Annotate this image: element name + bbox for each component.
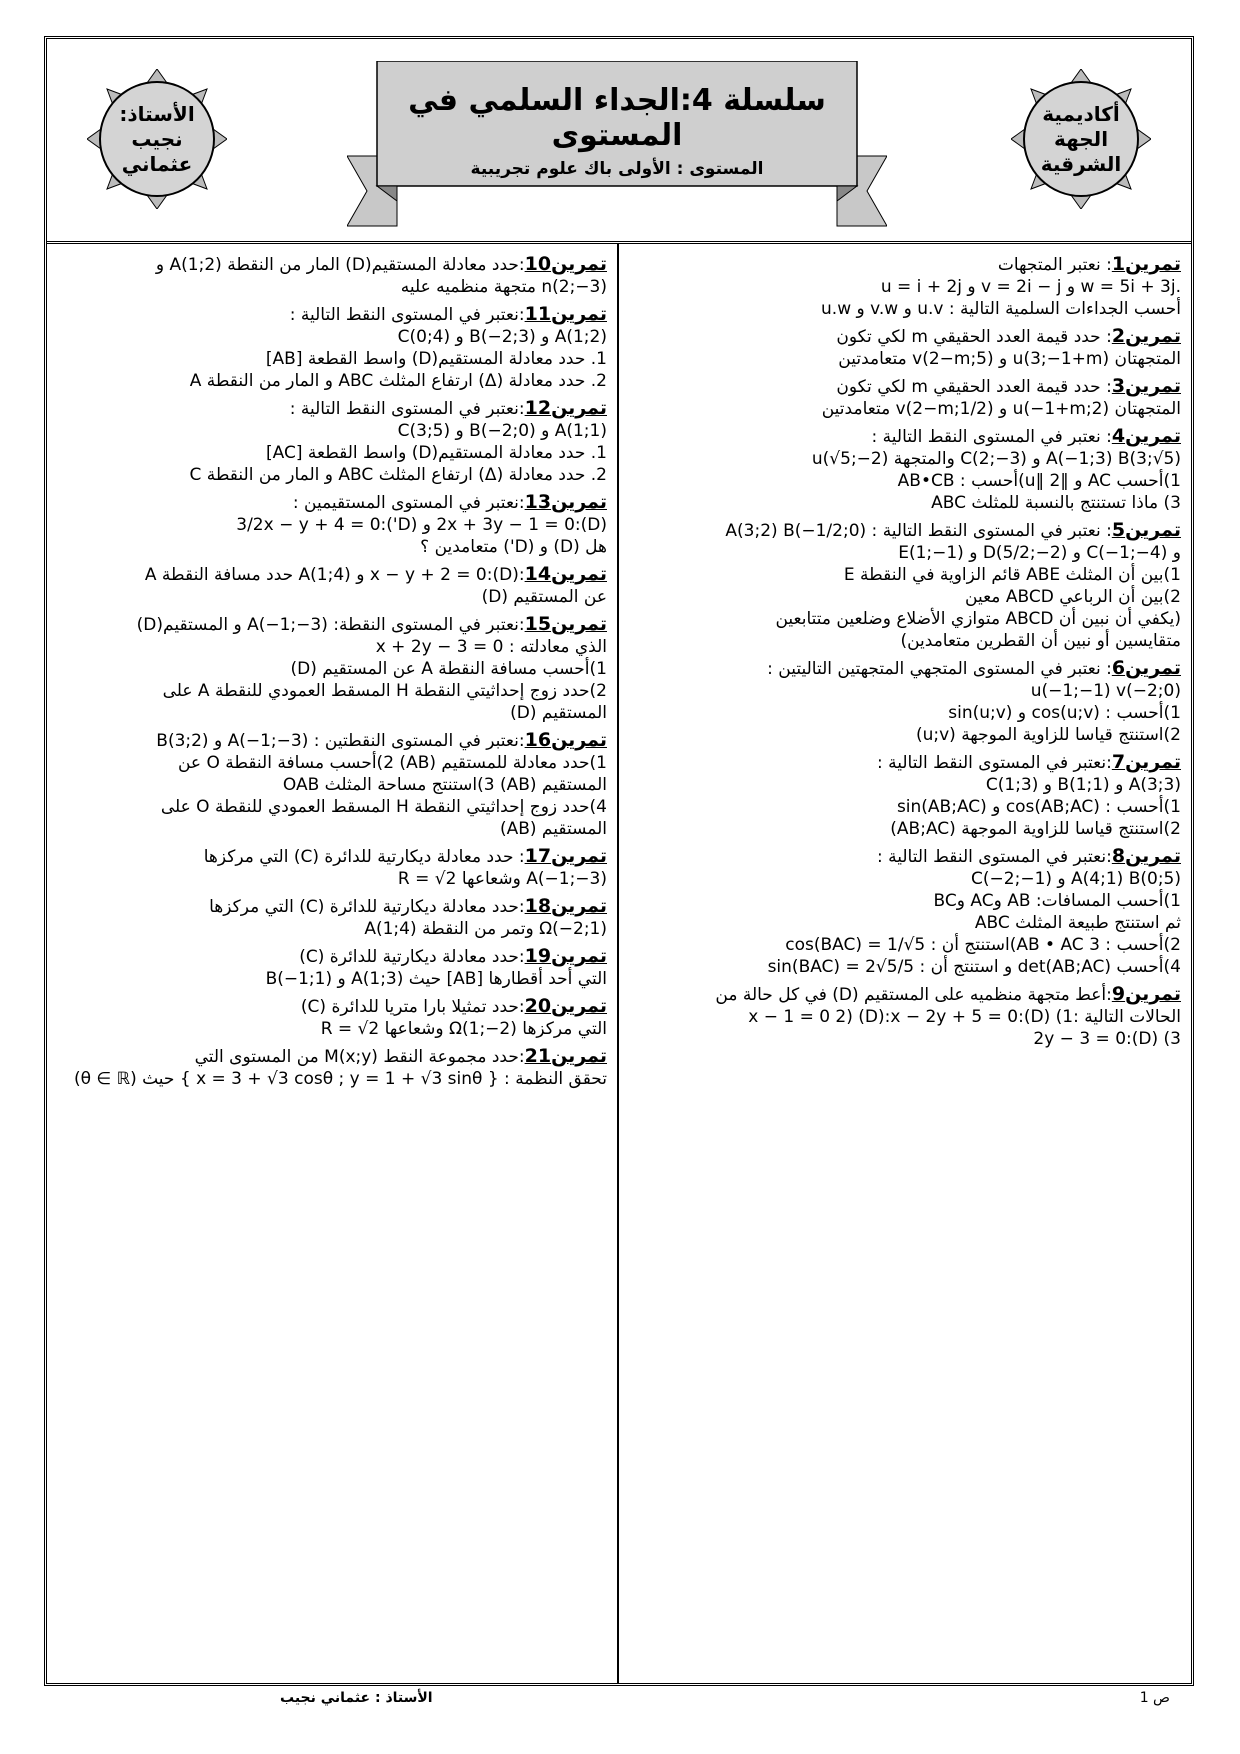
- exercise-line: A(3;3) و B(1;1) و C(1;3): [985, 775, 1181, 795]
- exercise-text: : نعتبر في المستوى النقط التالية :: [871, 427, 1112, 447]
- page-subtitle: المستوى : الأولى باك علوم تجريبية: [470, 159, 764, 179]
- exercise-line: التي مركزها Ω(1;−2) وشعاعها R = √2: [320, 1019, 607, 1039]
- exercise: [57, 563, 607, 608]
- exercise-line: 1. حدد معادلة المستقيم(D) واسط القطعة [AB]: [265, 349, 607, 369]
- exercise: [57, 995, 607, 1040]
- exercise-text: : حدد معادلة ديكارتية للدائرة (C) التي مركزها: [203, 847, 525, 867]
- exercise-line: u(−1;−1) v(−2;0): [1030, 681, 1181, 701]
- exercise-line: 1)أحسب المسافات: AB وAC وBC: [933, 891, 1181, 911]
- exercise-first-line: [641, 657, 1181, 680]
- exercise-first-line: [641, 751, 1181, 774]
- exercise-text: :نعتبر في المستوى النقط التالية :: [289, 399, 525, 419]
- exercise-line: 1. حدد معادلة المستقيم(D) واسط القطعة [AC]: [266, 443, 607, 463]
- exercise-line: هل (D) و (D') متعامدين ؟: [420, 537, 607, 557]
- exercise-line: 2)حدد زوج إحداثيتي النقطة H المسقط العمودي للنقطة A على: [162, 681, 607, 701]
- exercise-heading: تمرين6: [1111, 657, 1181, 679]
- exercise-text: :نعتبر في المستوى النقط التالية :: [876, 847, 1112, 867]
- exercise-text: :حدد معادلة المستقيم(D) المار من النقطة A(1;2) و: [155, 255, 525, 275]
- exercise-line: عن المستقيم (D): [481, 587, 607, 607]
- exercise-text: :نعتبر في المستوى المستقيمين :: [292, 493, 525, 513]
- exercise-text: :حدد معادلة ديكارتية للدائرة (C): [299, 947, 525, 967]
- exercise-line: A(1;1) و B(−2;0) و C(3;5): [397, 421, 607, 441]
- exercise-first-line: [641, 845, 1181, 868]
- exercise: [57, 613, 607, 724]
- exercise-line: الذي معادلته : x + 2y − 3 = 0: [375, 637, 607, 657]
- exercise-line: المستقيم (D): [510, 703, 607, 723]
- exercise-first-line: [641, 519, 1181, 542]
- exercise-line: المستقيم (AB): [499, 819, 607, 839]
- teacher-badge-line1: الأستاذ:: [119, 101, 195, 126]
- exercise-heading: تمرين3: [1111, 375, 1181, 397]
- exercise-heading: تمرين5: [1111, 519, 1181, 541]
- exercise-line: 3) ماذا تستنتج بالنسبة للمثلث ABC: [931, 493, 1181, 513]
- page-title: سلسلة 4:الجداء السلمي في المستوى: [408, 83, 826, 153]
- exercise-line: A(1;2) و B(−2;3) و C(0;4): [397, 327, 607, 347]
- exercise-heading: تمرين4: [1111, 425, 1181, 447]
- exercise-line: 1)أحسب : cos(u;v) و sin(u;v): [948, 703, 1181, 723]
- exercise-heading: تمرين9: [1111, 983, 1181, 1005]
- exercise-first-line: [57, 303, 607, 326]
- exercise-text: : نعتبر في المستوى النقط التالية : A(3;2) B(−1/2;0): [725, 521, 1112, 541]
- exercise-first-line: [57, 563, 607, 586]
- exercise-line: 2)بين أن الرباعي ABCD معين: [965, 587, 1181, 607]
- exercise-line: تحقق النظمة : { x = 3 + √3 cosθ ; y = 1 + √3 sinθ } حيث (θ ∈ ℝ): [73, 1069, 607, 1089]
- left-column: [47, 249, 617, 1679]
- exercise-text: :(D):x − y + 2 = 0 و A(1;4) حدد مسافة النقطة A: [144, 565, 525, 585]
- exercise-heading: تمرين10: [524, 253, 607, 275]
- exercise-heading: تمرين1: [1111, 253, 1181, 275]
- exercise-line: و C(−1;−4) و D(5/2;−2) و E(1;−1): [898, 543, 1181, 563]
- exercise-text: :حدد مجموعة النقط M(x;y) من المستوى التي: [194, 1047, 525, 1067]
- exercise-first-line: [57, 895, 607, 918]
- exercise: [641, 983, 1181, 1050]
- exercise-text: :نعتبر في المستوى النقطتين : A(−1;−3) و B(3;2): [156, 731, 525, 751]
- exercise-first-line: [57, 613, 607, 636]
- exercise-line: الحالات التالية :1) (D):x − 1 = 0 2) (D):x − 2y + 5 = 0: [748, 1007, 1181, 1027]
- exercise-line: متقايسين أو نبين أن القطرين متعامدين): [900, 631, 1181, 651]
- exercise-first-line: [57, 397, 607, 420]
- exercise-line: A(−1;−3) وشعاعها R = √2: [397, 869, 607, 889]
- exercise: [57, 253, 607, 298]
- exercise-first-line: [641, 253, 1181, 276]
- footer-page-number: ص 1: [1139, 1690, 1170, 1706]
- exercise-line: 4)حدد زوج إحداثيتي النقطة H المسقط العمودي للنقطة O على: [160, 797, 607, 817]
- exercise-line: n(2;−3) متجهة منظميه عليه: [400, 277, 607, 297]
- exercise-heading: تمرين15: [524, 613, 607, 635]
- exercise-line: المستقيم (AB) 3)استنتج مساحة المثلث OAB: [282, 775, 607, 795]
- exercise-line: 2. حدد معادلة (Δ) ارتفاع المثلث ABC و المار من النقطة C: [189, 465, 607, 485]
- exercise-heading: تمرين7: [1111, 751, 1181, 773]
- exercise-heading: تمرين12: [524, 397, 607, 419]
- teacher-badge: [87, 69, 227, 209]
- exercise-line: 2)استنتج قياسا للزاوية الموجهة (AB;AC): [890, 819, 1181, 839]
- exercise: [641, 375, 1181, 420]
- exercise: [57, 397, 607, 486]
- exercise-heading: تمرين17: [524, 845, 607, 867]
- exercise-line: Ω(−2;1) وتمر من النقطة A(1;4): [364, 919, 607, 939]
- exercise-line: A(4;1) B(0;5) و C(−2;−1): [971, 869, 1181, 889]
- exercise: [641, 657, 1181, 746]
- exercise-line: ثم استنتج طبيعة المثلث ABC: [974, 913, 1181, 933]
- exercise: [57, 945, 607, 990]
- exercise-line: 4)أحسب det(AB;AC) و استنتج أن : sin(BAC) = 2√5/5: [767, 957, 1181, 977]
- column-divider: [617, 244, 619, 1684]
- header: [47, 39, 1191, 244]
- exercise-heading: تمرين20: [524, 995, 607, 1017]
- teacher-badge-line2: نجيب: [131, 126, 183, 151]
- teacher-badge-text: [99, 81, 215, 197]
- exercise: [641, 845, 1181, 978]
- exercise-first-line: [641, 425, 1181, 448]
- exercise-line: 2)استنتج قياسا للزاوية الموجهة (u;v): [915, 725, 1181, 745]
- exercise-heading: تمرين13: [524, 491, 607, 513]
- exercise: [57, 303, 607, 392]
- exercise-line: 2. حدد معادلة (Δ) ارتفاع المثلث ABC و المار من النقطة A: [189, 371, 607, 391]
- exercise-line: (يكفي أن نبين أن ABCD متوازي الأضلاع وضلعين متتابعين: [775, 609, 1181, 629]
- exercise-first-line: [641, 983, 1181, 1006]
- exercise-line: (D):2x + 3y − 1 = 0 و (D'):3/2x − y + 4 = 0: [236, 515, 607, 535]
- exercise-text: : حدد قيمة العدد الحقيقي m لكي تكون: [836, 377, 1112, 397]
- page-frame: [44, 36, 1194, 1686]
- exercise-line: التي أحد أقطارها [AB] حيث A(1;3) و B(−1;1): [265, 969, 607, 989]
- exercise-first-line: [57, 491, 607, 514]
- exercise-text: : حدد قيمة العدد الحقيقي m لكي تكون: [836, 327, 1112, 347]
- exercise-text: :نعتبر في المستوى النقطة: A(−1;−3) و المستقيم(D): [136, 615, 525, 635]
- exercise-line: 1)أحسب مسافة النقطة A عن المستقيم (D): [290, 659, 607, 679]
- exercise-text: :حدد معادلة ديكارتية للدائرة (C) التي مركزها: [209, 897, 525, 917]
- exercise-text: :نعتبر في المستوى النقط التالية :: [289, 305, 525, 325]
- academy-badge: [1011, 69, 1151, 209]
- ribbon-text: [377, 83, 857, 179]
- exercise: [641, 425, 1181, 514]
- exercise-first-line: [641, 325, 1181, 348]
- exercise-line: 1)حدد معادلة للمستقيم (AB) 2)أحسب مسافة النقطة O عن: [177, 753, 607, 773]
- exercise-heading: تمرين11: [524, 303, 607, 325]
- exercise-line: 1)بين أن المثلث ABE قائم الزاوية في النقطة E: [843, 565, 1181, 585]
- exercise-text: : نعتبر في المستوى المتجهي المتجهتين التاليتين :: [767, 659, 1112, 679]
- exercise-text: :أعط متجهة منظميه على المستقيم (D) في كل حالة من: [715, 985, 1112, 1005]
- exercise-text: : نعتبر المتجهات: [997, 255, 1112, 275]
- exercise-heading: تمرين21: [524, 1045, 607, 1067]
- exercise-line: 1)أحسب : cos(AB;AC) و sin(AB;AC): [896, 797, 1181, 817]
- exercise-heading: تمرين14: [524, 563, 607, 585]
- exercise-text: :نعتبر في المستوى النقط التالية :: [876, 753, 1112, 773]
- exercise-line: 2)أحسب : AB • AC 3)استنتج أن : cos(BAC) = 1/√5: [785, 935, 1181, 955]
- exercise-line: 1)أحسب AC و ‖u‖ 2)أحسب : AB•CB: [897, 471, 1181, 491]
- right-column: [631, 249, 1191, 1679]
- exercise-first-line: [57, 253, 607, 276]
- exercise: [641, 253, 1181, 320]
- exercise-first-line: [57, 995, 607, 1018]
- exercise: [57, 895, 607, 940]
- exercise-first-line: [57, 729, 607, 752]
- exercise-line: A(−1;3) B(3;√5) و C(2;−3) والمتجهة u(√5;−2): [811, 449, 1181, 469]
- exercise-line: المتجهتان u(−1+m;2) و v(2−m;1/2) متعامدتين: [821, 399, 1181, 419]
- exercise-heading: تمرين19: [524, 945, 607, 967]
- exercise: [641, 751, 1181, 840]
- exercise-first-line: [57, 945, 607, 968]
- footer-teacher: الأستاذ : عثماني نجيب: [280, 1690, 433, 1706]
- exercise-first-line: [57, 845, 607, 868]
- exercise-heading: تمرين2: [1111, 325, 1181, 347]
- exercise-line: المتجهتان u(3;−1+m) و v(2−m;5) متعامدتين: [838, 349, 1181, 369]
- exercise-line: أحسب الجداءات السلمية التالية : u.v و v.w و u.w: [821, 299, 1181, 319]
- exercise-first-line: [57, 1045, 607, 1068]
- exercise-heading: تمرين16: [524, 729, 607, 751]
- exercise: [641, 519, 1181, 652]
- exercise: [57, 845, 607, 890]
- exercise-heading: تمرين18: [524, 895, 607, 917]
- exercise: [57, 729, 607, 840]
- exercise: [57, 491, 607, 558]
- teacher-badge-line3: عثماني: [121, 151, 193, 176]
- exercise: [57, 1045, 607, 1090]
- exercise-line: 3) (D):2y − 3 = 0: [1033, 1029, 1181, 1049]
- exercise-line: .w = 5i + 3j و v = 2i − j و u = i + 2j: [880, 277, 1181, 297]
- academy-badge-text: أكاديمية الجهة الشرقية: [1023, 81, 1139, 197]
- exercise: [641, 325, 1181, 370]
- exercise-heading: تمرين8: [1111, 845, 1181, 867]
- exercise-text: :حدد تمثيلا بارا متريا للدائرة (C): [300, 997, 525, 1017]
- exercise-first-line: [641, 375, 1181, 398]
